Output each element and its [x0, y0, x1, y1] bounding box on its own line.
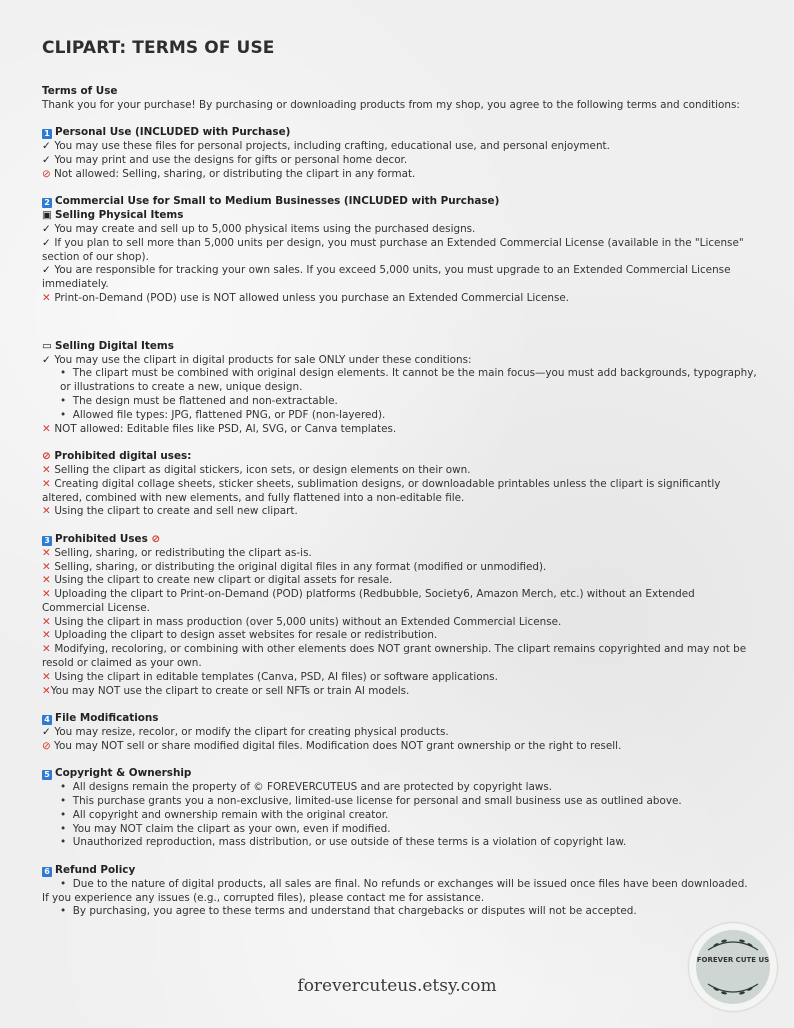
bullet-item: [42, 823, 758, 837]
item-text: You may resize, recolor, or modify the clipart for creating physical products.: [54, 726, 449, 739]
item-text: Unauthorized reproduction, mass distribution, or use outside of these terms is a violation of copyright law.: [72, 836, 627, 849]
section-2-heading: [42, 195, 758, 209]
bullet-icon: •: [60, 808, 73, 821]
cross-icon: ✕: [42, 629, 55, 642]
cross-icon: ✕: [42, 574, 55, 587]
prohibited-icon: ⊘: [147, 532, 161, 545]
section-number-badge: 6: [42, 867, 52, 877]
subsection-heading-text: Selling Digital Items: [55, 339, 174, 352]
cross-icon: ✕: [42, 588, 55, 601]
list-item: [42, 574, 758, 588]
section-number-badge: 4: [42, 715, 52, 725]
item-text: Using the clipart to create and sell new clipart.: [54, 505, 298, 518]
section-6-heading: [42, 864, 758, 878]
item-text: You may NOT use the clipart to create or sell NFTs or train AI models.: [50, 684, 410, 697]
bullet-item: [42, 836, 758, 850]
check-icon: ✓: [42, 222, 55, 235]
list-item: [42, 237, 758, 265]
cross-icon: ✕: [42, 670, 55, 683]
bullet-icon: •: [60, 822, 73, 835]
item-text: You may create and sell up to 5,000 physical items using the purchased designs.: [54, 222, 476, 235]
item-text: Using the clipart in editable templates (Canva, PSD, AI files) or software applications.: [54, 670, 498, 683]
item-text: The clipart must be combined with original design elements. It cannot be the main focus—you must add backgrounds, typography, or illustrations to create a new, unique design.: [60, 367, 757, 394]
cross-icon: ✕: [42, 643, 55, 656]
item-text: You are responsible for tracking your own sales. If you exceed 5,000 units, you must upgrade to an Extended Commercial License immediately.: [42, 264, 731, 291]
bullet-item: [42, 409, 758, 423]
terms-document: [42, 38, 758, 919]
bullet-item: [42, 905, 758, 919]
bullet-item: [42, 367, 758, 395]
section-3-heading: [42, 533, 758, 547]
section-5-heading: [42, 767, 758, 781]
cross-icon: ✕: [42, 560, 55, 573]
list-item: [42, 464, 758, 478]
list-item: [42, 154, 758, 168]
bullet-icon: •: [60, 836, 73, 849]
item-text: You may NOT claim the clipart as your own, even if modified.: [72, 822, 391, 835]
section-number-badge: 3: [42, 536, 52, 546]
prohibited-icon: ⊘: [42, 167, 55, 180]
subsection-heading: [42, 209, 758, 223]
item-text: All designs remain the property of © FOREVERCUTEUS and are protected by copyright laws.: [72, 781, 553, 794]
subsection-heading-text: Prohibited digital uses:: [54, 450, 192, 463]
item-text: Selling, sharing, or redistributing the clipart as-is.: [54, 546, 312, 559]
page-title: CLIPART: TERMS OF USE: [42, 38, 275, 58]
item-text: Uploading the clipart to Print-on-Demand (POD) platforms (Redbubble, Society6, Amazon Merch, etc.) without an Extended Commercial License.: [42, 588, 695, 614]
check-icon: ✓: [42, 153, 55, 166]
check-icon: ✓: [42, 140, 55, 153]
subsection-heading: [42, 340, 758, 354]
list-item: [42, 561, 758, 575]
item-text: Selling, sharing, or distributing the original digital files in any format (modified or unmodified).: [54, 560, 547, 573]
item-text: Selling the clipart as digital stickers, icon sets, or design elements on their own.: [54, 463, 471, 476]
package-icon: ▣: [42, 209, 52, 222]
check-icon: ✓: [42, 236, 55, 249]
list-item: [42, 354, 758, 368]
list-item: If you experience any issues (e.g., corrupted files), please contact me for assistance.: [42, 891, 485, 904]
item-text: Creating digital collage sheets, sticker sheets, sublimation designs, or downloadable printables unless the clipart is significantly altered, combined with new elements, and fully flattened into a non-editable file.: [42, 477, 721, 504]
item-text: You may use these files for personal projects, including crafting, educational use, and personal enjoyment.: [54, 140, 610, 153]
list-item: [42, 616, 758, 630]
list-item: [42, 292, 758, 306]
bullet-icon: •: [60, 781, 73, 794]
bullet-item: [42, 809, 758, 823]
list-item: [42, 547, 758, 561]
brand-logo: [689, 923, 777, 1011]
bullet-icon: •: [60, 367, 73, 380]
section-heading-text: Refund Policy: [55, 864, 136, 877]
cross-icon: ✕: [42, 463, 55, 476]
laptop-icon: ▭: [42, 339, 52, 352]
intro-text: Thank you for your purchase! By purchasing or downloading products from my shop, you agree to the following terms and conditions:: [42, 98, 740, 111]
check-icon: ✓: [42, 264, 55, 277]
cross-icon: ✕: [42, 505, 55, 518]
bullet-item: [42, 781, 758, 795]
terms-content: [42, 85, 758, 919]
section-heading-text: File Modifications: [55, 712, 159, 725]
bullet-item: [42, 878, 758, 892]
list-item: [42, 223, 758, 237]
item-text: Uploading the clipart to design asset websites for resale or redistribution.: [54, 629, 438, 642]
list-item: [42, 671, 758, 685]
cross-icon: ✕: [42, 684, 51, 697]
bullet-icon: •: [60, 905, 73, 918]
item-text: By purchasing, you agree to these terms and understand that chargebacks or disputes will not be accepted.: [72, 905, 637, 918]
laurel-wreath-icon: [696, 930, 770, 1004]
bullet-icon: •: [60, 877, 73, 890]
bullet-item: [42, 795, 758, 809]
list-item: [42, 423, 758, 437]
section-number-badge: 2: [42, 198, 52, 208]
item-text: The design must be flattened and non-extractable.: [72, 394, 338, 407]
section-heading-text: Copyright & Ownership: [55, 767, 192, 780]
section-heading-text: Commercial Use for Small to Medium Businesses (INCLUDED with Purchase): [55, 195, 500, 208]
check-icon: ✓: [42, 353, 55, 366]
item-text: Not allowed: Selling, sharing, or distributing the clipart in any format.: [54, 167, 416, 180]
cross-icon: ✕: [42, 477, 55, 490]
item-text: You may NOT sell or share modified digital files. Modification does NOT grant ownership or the right to resell.: [54, 739, 622, 752]
bullet-icon: •: [60, 795, 73, 808]
prohibited-icon: ⊘: [42, 450, 55, 463]
cross-icon: ✕: [42, 291, 55, 304]
list-item: [42, 726, 758, 740]
list-item: [42, 643, 758, 671]
logo-circle: [696, 930, 770, 1004]
intro-heading: Terms of Use: [42, 85, 118, 97]
item-text: Using the clipart in mass production (over 5,000 units) without an Extended Commercial License.: [54, 615, 562, 628]
section-heading-text: Personal Use (INCLUDED with Purchase): [55, 126, 291, 139]
bullet-icon: •: [60, 394, 73, 407]
list-item: [42, 140, 758, 154]
section-number-badge: 5: [42, 770, 52, 780]
item-text: Allowed file types: JPG, flattened PNG, or PDF (non-layered).: [72, 408, 386, 421]
section-4-heading: [42, 712, 758, 726]
subsection-heading-text: Selling Physical Items: [55, 209, 184, 222]
item-text: All copyright and ownership remain with the original creator.: [72, 808, 389, 821]
list-item: [42, 588, 758, 616]
subsection-heading: [42, 450, 758, 464]
item-text: Using the clipart to create new clipart or digital assets for resale.: [54, 574, 393, 587]
item-text: NOT allowed: Editable files like PSD, AI, SVG, or Canva templates.: [54, 422, 397, 435]
list-item: [42, 478, 758, 506]
item-text: Due to the nature of digital products, all sales are final. No refunds or exchanges will be issued once files have been downloaded.: [72, 877, 748, 890]
list-item: [42, 685, 758, 699]
item-text: This purchase grants you a non-exclusive, limited-use license for personal and small business use as outlined above.: [72, 795, 682, 808]
item-text: You may use the clipart in digital products for sale ONLY under these conditions:: [54, 353, 472, 366]
item-text: If you plan to sell more than 5,000 units per design, you must purchase an Extended Commercial License (available in the "License" section of our shop).: [42, 236, 744, 263]
list-item: [42, 168, 758, 182]
shop-url: forevercuteus.etsy.com: [297, 976, 497, 996]
cross-icon: ✕: [42, 615, 55, 628]
list-item: [42, 505, 758, 519]
bullet-icon: •: [60, 408, 73, 421]
section-1-heading: [42, 126, 758, 140]
item-text: Modifying, recoloring, or combining with other elements does NOT grant ownership. The clipart remains copyrighted and may not be resold or claimed as your own.: [42, 643, 747, 670]
check-icon: ✓: [42, 726, 55, 739]
cross-icon: ✕: [42, 546, 55, 559]
item-text: Print-on-Demand (POD) use is NOT allowed unless you purchase an Extended Commercial License.: [54, 291, 570, 304]
section-heading-text: Prohibited Uses: [55, 532, 148, 545]
section-number-badge: 1: [42, 129, 52, 139]
bullet-item: [42, 395, 758, 409]
list-item: [42, 629, 758, 643]
list-item: [42, 740, 758, 754]
list-item: [42, 264, 758, 292]
item-text: You may print and use the designs for gifts or personal home decor.: [54, 153, 408, 166]
prohibited-icon: ⊘: [42, 739, 55, 752]
logo-text: FOREVER CUTE US: [696, 956, 770, 964]
cross-icon: ✕: [42, 422, 55, 435]
